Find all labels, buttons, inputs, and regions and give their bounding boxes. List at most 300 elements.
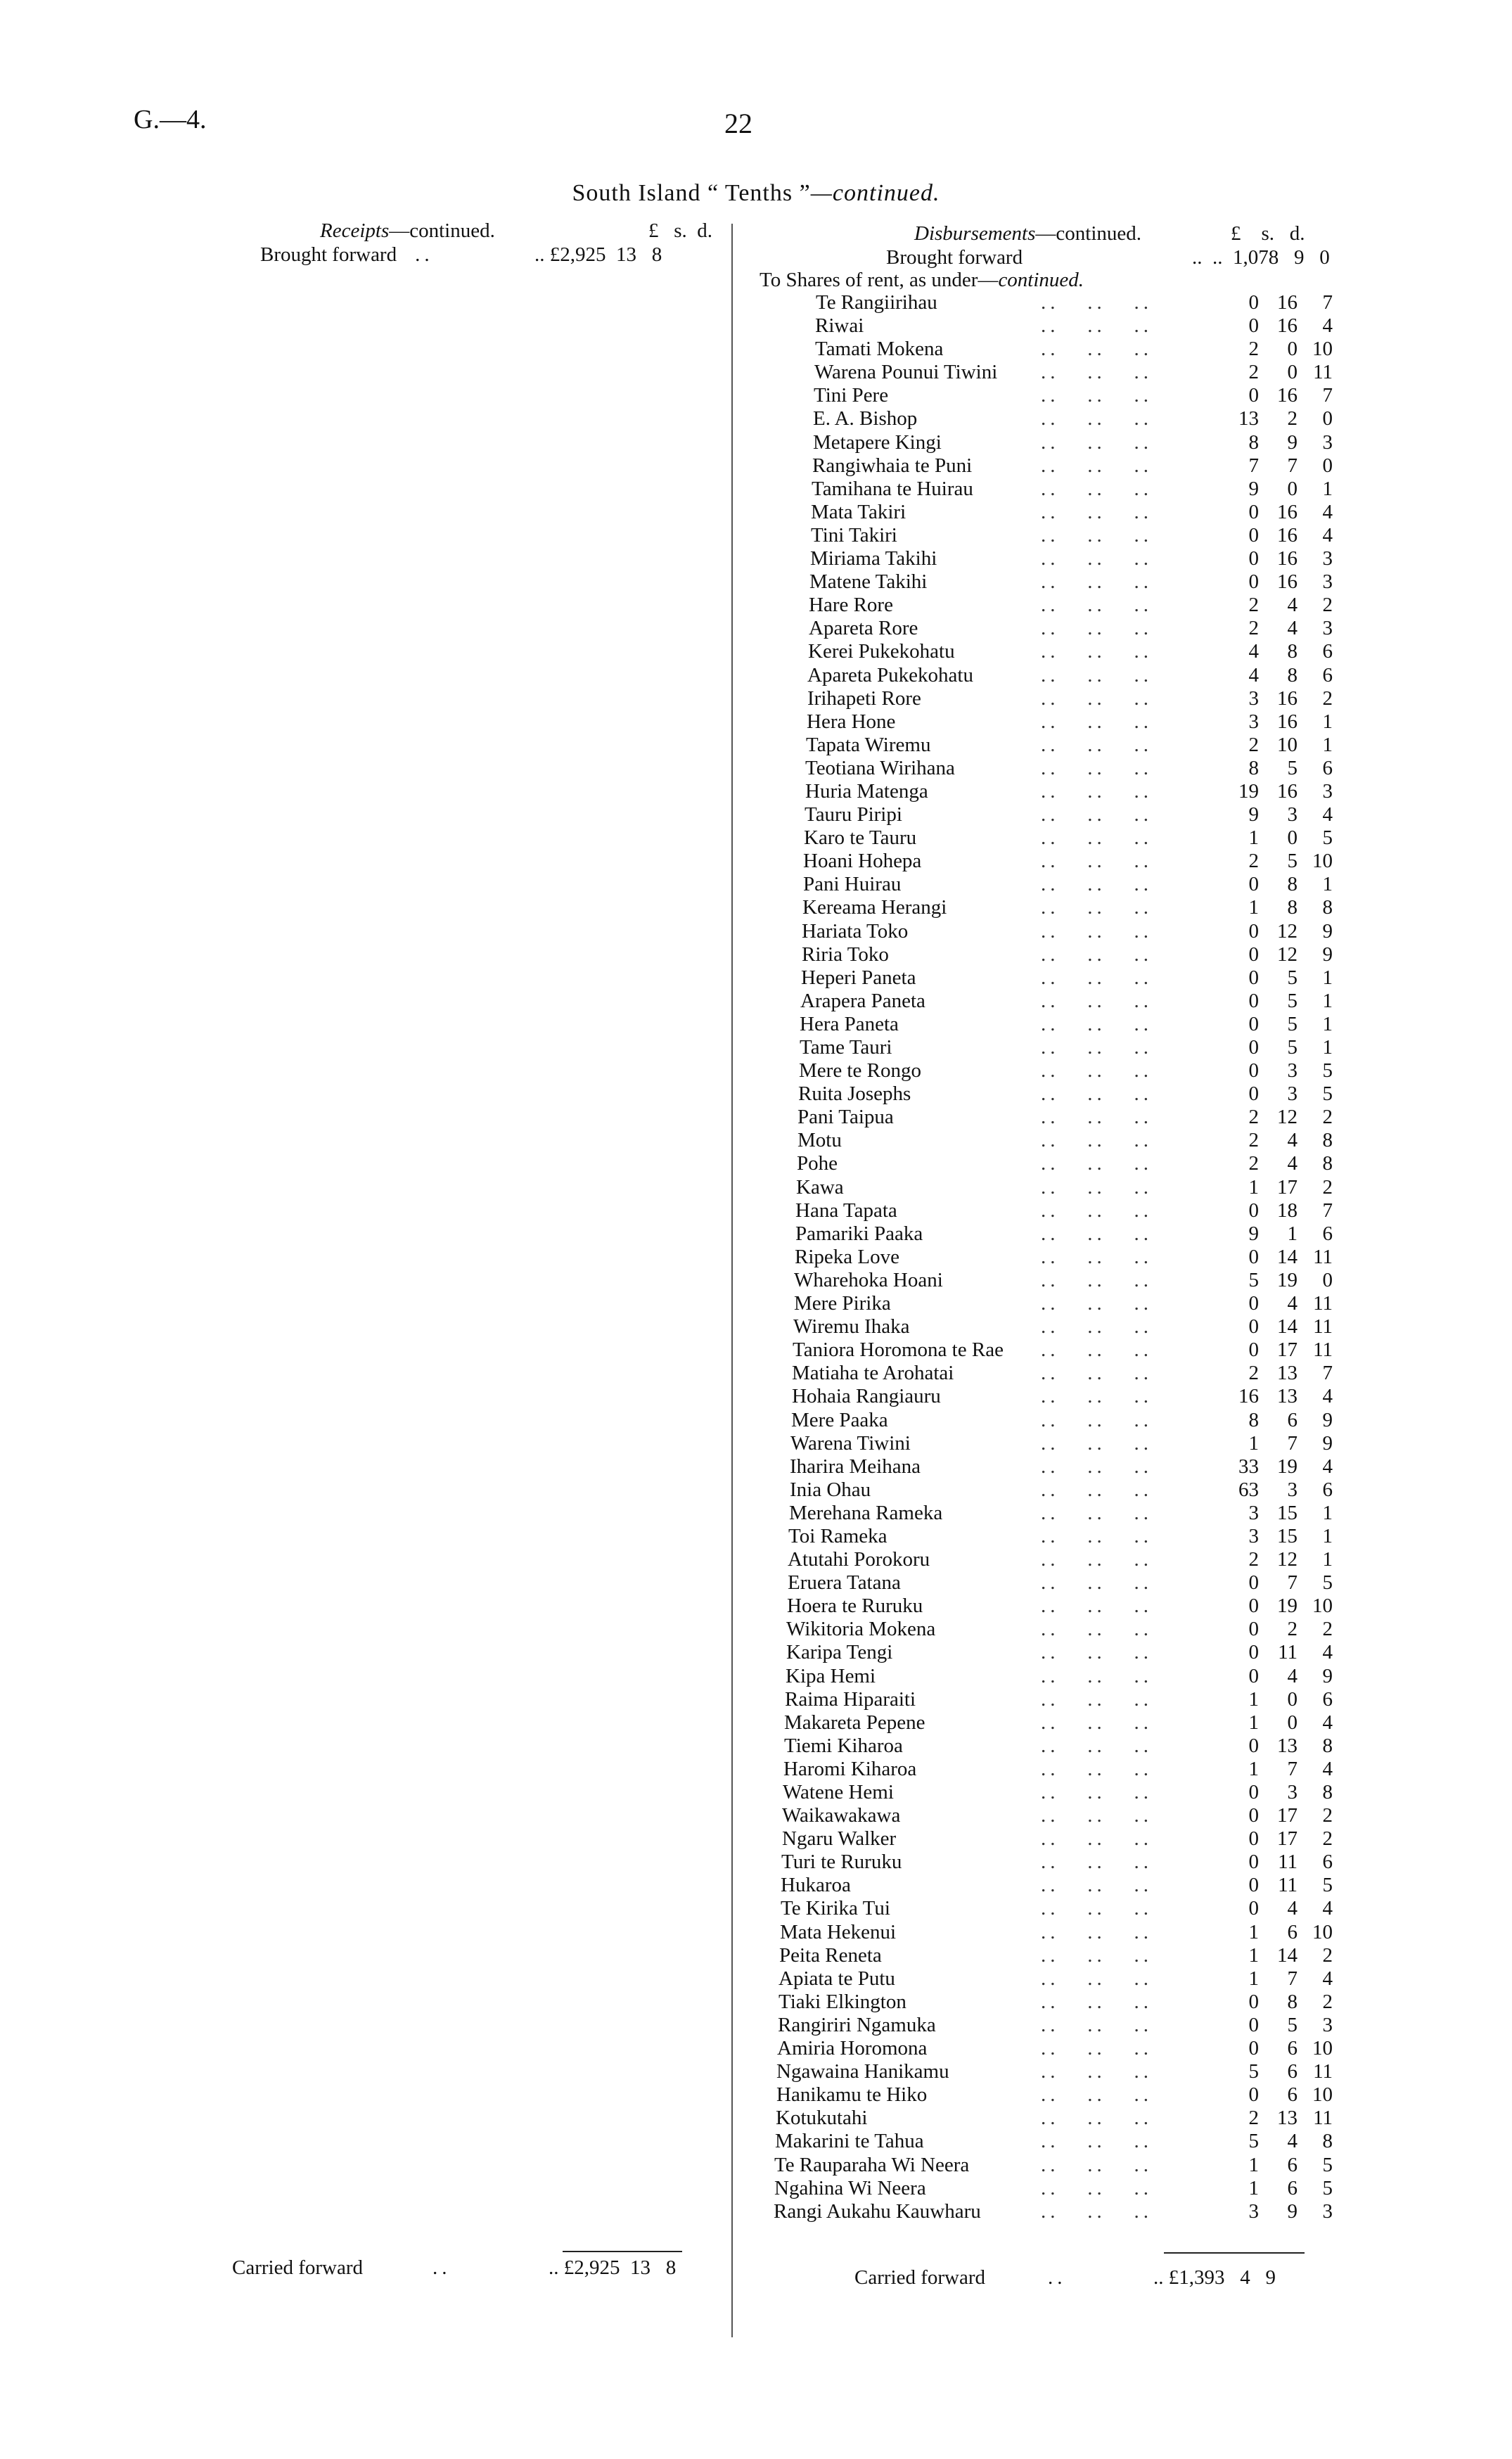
column-divider — [731, 224, 733, 2337]
table-row — [745, 1851, 1378, 1874]
amount-pounds: 1 — [1248, 1967, 1259, 1990]
table-row — [745, 1711, 1378, 1735]
amount-pounds: 13 — [1238, 407, 1259, 430]
table-row — [745, 1455, 1378, 1478]
amount-pounds: 0 — [1248, 1339, 1259, 1362]
amount-pence: 4 — [1322, 1711, 1333, 1734]
payee-name: Hera Hone — [807, 710, 896, 733]
table-row — [745, 850, 1378, 873]
amount-pence: 7 — [1322, 1362, 1333, 1385]
table-row — [745, 1292, 1378, 1315]
leader-dots: .. .. .. — [1041, 500, 1153, 523]
amount-pounds: 3 — [1248, 1524, 1259, 1547]
leader-dots: .. .. .. — [1041, 2130, 1153, 2153]
amount-pounds: 3 — [1248, 1501, 1259, 1524]
payee-name: Watene Hemi — [783, 1781, 894, 1803]
leader-dots: .. .. .. — [1041, 1106, 1153, 1129]
amount-pounds: 19 — [1238, 779, 1259, 803]
amount-pence: 4 — [1322, 1897, 1333, 1920]
amount-pence: 4 — [1322, 1641, 1333, 1664]
table-row — [745, 757, 1378, 780]
payee-name: Tiemi Kiharoa — [784, 1734, 903, 1757]
amount-pence: 9 — [1322, 1431, 1333, 1455]
payee-name: Miriama Takihi — [810, 547, 937, 570]
payee-name: Tini Takiri — [811, 523, 897, 547]
table-row — [745, 1222, 1378, 1246]
amount-pence: 6 — [1322, 1478, 1333, 1501]
table-row — [745, 291, 1378, 314]
amount-pounds: 8 — [1248, 1408, 1259, 1431]
payee-name: Tamihana te Huirau — [812, 477, 973, 500]
amount-pence: 5 — [1322, 1571, 1333, 1595]
amount-pence: 8 — [1322, 896, 1333, 919]
leader-dots: .. .. .. — [1041, 1152, 1153, 1175]
amount-pence: 1 — [1322, 1036, 1333, 1059]
amount-pence: 5 — [1322, 1059, 1333, 1082]
payee-name: Hare Rore — [809, 594, 893, 617]
amount-pounds: 5 — [1248, 1268, 1259, 1291]
leader-dots: .. .. .. — [1041, 1618, 1153, 1641]
receipts-carried-forward-amount: .. £2,925 13 8 — [549, 2256, 677, 2279]
payee-name: Pani Taipua — [797, 1106, 894, 1129]
amount-shillings: 11 — [1278, 1874, 1298, 1897]
amount-shillings: 4 — [1287, 1664, 1298, 1687]
payee-name: Warena Tiwini — [790, 1431, 911, 1455]
leader-dots: .. .. .. — [1041, 1641, 1153, 1664]
leader-dots: .. .. .. — [1041, 966, 1153, 989]
amount-pence: 3 — [1322, 617, 1333, 640]
amount-pounds: 0 — [1248, 1292, 1259, 1315]
leader-dots: .. .. .. — [1041, 850, 1153, 873]
amount-shillings: 0 — [1287, 338, 1298, 361]
payee-name: Karo te Tauru — [804, 826, 917, 850]
amount-pence: 3 — [1322, 2199, 1333, 2223]
amount-shillings: 6 — [1287, 2060, 1298, 2083]
amount-pounds: 5 — [1248, 2130, 1259, 2153]
payee-name: Hariata Toko — [802, 919, 909, 943]
amount-shillings: 15 — [1277, 1524, 1298, 1547]
leader-dots: .. .. .. — [1041, 873, 1153, 896]
amount-pence: 11 — [1313, 1245, 1333, 1268]
amount-pounds: 1 — [1248, 826, 1259, 850]
amount-shillings: 6 — [1287, 2083, 1298, 2107]
payee-name: Riwai — [815, 314, 864, 338]
leader-dots: .. .. .. — [1041, 547, 1153, 570]
amount-pounds: 0 — [1248, 873, 1259, 896]
table-row — [745, 338, 1378, 361]
table-row — [745, 873, 1378, 896]
leader-dots: .. .. .. — [1041, 1455, 1153, 1478]
payee-name: Kawa — [796, 1175, 844, 1199]
table-row — [745, 617, 1378, 640]
payee-name: Rangiwhaia te Puni — [812, 454, 973, 477]
amount-pence: 8 — [1322, 1152, 1333, 1175]
amount-shillings: 19 — [1277, 1455, 1298, 1478]
amount-shillings: 16 — [1277, 779, 1298, 803]
amount-shillings: 4 — [1287, 1152, 1298, 1175]
amount-pounds: 1 — [1248, 1757, 1259, 1780]
payee-name: Ngahina Wi Neera — [774, 2176, 926, 2199]
amount-pounds: 2 — [1248, 594, 1259, 617]
amount-pounds: 16 — [1238, 1385, 1259, 1408]
payee-name: Wharehoka Hoani — [794, 1268, 943, 1291]
amount-shillings: 7 — [1287, 1757, 1298, 1780]
amount-pounds: 0 — [1248, 2013, 1259, 2036]
amount-pounds: 3 — [1248, 710, 1259, 733]
table-row — [745, 1036, 1378, 1059]
table-row — [745, 734, 1378, 757]
payee-name: Makarini te Tahua — [775, 2130, 924, 2153]
amount-shillings: 16 — [1277, 686, 1298, 710]
leader-dots: .. .. .. — [1041, 1967, 1153, 1990]
amount-shillings: 6 — [1287, 2176, 1298, 2199]
payee-name: Te Kirika Tui — [781, 1897, 890, 1920]
title-main: South Island “ Tenths ” — [572, 180, 811, 206]
amount-pence: 3 — [1322, 547, 1333, 570]
leader-dots: .. .. .. — [1041, 2199, 1153, 2223]
amount-pounds: 0 — [1248, 314, 1259, 338]
leader-dots: .. .. .. — [1041, 663, 1153, 686]
amount-pence: 2 — [1322, 1804, 1333, 1827]
amount-shillings: 4 — [1287, 2130, 1298, 2153]
amount-pence: 4 — [1322, 1455, 1333, 1478]
payee-name: Rangi Aukahu Kauwharu — [774, 2199, 981, 2223]
amount-pence: 11 — [1313, 361, 1333, 384]
payee-name: Teotiana Wirihana — [805, 756, 955, 779]
table-row — [745, 664, 1378, 687]
table-row — [745, 1129, 1378, 1152]
amount-pounds: 0 — [1248, 291, 1259, 314]
table-row — [745, 1874, 1378, 1897]
leader-dots: .. .. .. — [1041, 756, 1153, 779]
table-row — [745, 1944, 1378, 1967]
leader-dots: .. .. .. — [1041, 1571, 1153, 1595]
disbursements-brought-forward-amount: .. .. 1,078 9 0 — [1192, 246, 1330, 269]
leader-dots: .. .. .. — [1041, 1827, 1153, 1851]
amount-pence: 10 — [1312, 1595, 1333, 1618]
payee-name: Amiria Horomona — [777, 2037, 928, 2060]
payee-name: Mere Paaka — [791, 1408, 888, 1431]
amount-pounds: 0 — [1248, 1664, 1259, 1687]
table-row — [745, 1735, 1378, 1758]
amount-pounds: 0 — [1248, 1012, 1259, 1035]
leader-dots: .. .. .. — [1041, 2176, 1153, 2199]
leader-dots: .. .. .. — [1041, 314, 1153, 338]
leader-dots: .. .. .. — [1041, 640, 1153, 663]
amount-pence: 10 — [1312, 2083, 1333, 2107]
amount-pence: 8 — [1322, 1781, 1333, 1803]
amount-pence: 4 — [1322, 314, 1333, 338]
leader-dots: .. .. .. — [1041, 407, 1153, 430]
leader-dots: .. .. .. — [1041, 1292, 1153, 1315]
amount-pounds: 9 — [1248, 477, 1259, 500]
table-row — [745, 1665, 1378, 1688]
leader-dots: .. .. .. — [1041, 2153, 1153, 2176]
leader-dots: .. .. .. — [1041, 1595, 1153, 1618]
amount-pence: 6 — [1322, 1222, 1333, 1245]
amount-shillings: 9 — [1287, 2199, 1298, 2223]
table-row — [745, 570, 1378, 594]
payee-name: Rangiriri Ngamuka — [778, 2013, 936, 2036]
leader-dots: .. .. .. — [1041, 686, 1153, 710]
leader-dots: .. .. .. — [1041, 1548, 1153, 1571]
amount-pence: 2 — [1322, 1827, 1333, 1851]
amount-pounds: 2 — [1248, 617, 1259, 640]
amount-pence: 1 — [1322, 477, 1333, 500]
receipts-carried-forward: Carried forward — [232, 2256, 363, 2279]
amount-shillings: 8 — [1287, 663, 1298, 686]
amount-pounds: 0 — [1248, 1641, 1259, 1664]
table-row — [745, 966, 1378, 990]
leader-dots: .. .. .. — [1041, 1804, 1153, 1827]
amount-pounds: 2 — [1248, 1548, 1259, 1571]
leader-dots: .. .. .. — [1041, 1524, 1153, 1547]
leader-dots: .. .. .. — [1041, 1175, 1153, 1199]
amount-pence: 4 — [1322, 523, 1333, 547]
amount-pounds: 0 — [1248, 1851, 1259, 1874]
amount-pence: 6 — [1322, 663, 1333, 686]
amount-shillings: 13 — [1277, 1385, 1298, 1408]
amount-shillings: 15 — [1277, 1501, 1298, 1524]
amount-shillings: 7 — [1287, 1967, 1298, 1990]
payee-name: Tamati Mokena — [815, 338, 944, 361]
leader-dots: .. .. .. — [1041, 779, 1153, 803]
amount-pence: 7 — [1322, 291, 1333, 314]
leader-dots: .. .. .. — [1041, 570, 1153, 594]
payee-name: Tapata Wiremu — [806, 733, 931, 756]
table-row — [745, 2130, 1378, 2153]
table-row — [745, 1059, 1378, 1082]
leader-dots: .. .. .. — [1041, 1362, 1153, 1385]
table-row — [745, 1781, 1378, 1804]
payee-name: Warena Pounui Tiwini — [814, 361, 998, 384]
leader-dots: .. .. .. — [1041, 943, 1153, 966]
amount-pounds: 9 — [1248, 803, 1259, 826]
table-row — [745, 2037, 1378, 2060]
amount-shillings: 17 — [1277, 1804, 1298, 1827]
payee-name: Irihapeti Rore — [807, 686, 921, 710]
amount-pence: 2 — [1322, 1943, 1333, 1967]
table-row — [745, 640, 1378, 663]
amount-pence: 5 — [1322, 826, 1333, 850]
amount-pence: 10 — [1312, 850, 1333, 873]
amount-pence: 1 — [1322, 1012, 1333, 1035]
amount-pounds: 0 — [1248, 1804, 1259, 1827]
amount-pence: 7 — [1322, 384, 1333, 407]
leader-dots: .. .. .. — [1041, 430, 1153, 454]
leader-dots: .. .. .. — [1041, 1199, 1153, 1222]
amount-pence: 2 — [1322, 594, 1333, 617]
payee-name: Peita Reneta — [779, 1943, 882, 1967]
amount-shillings: 14 — [1277, 1943, 1298, 1967]
amount-shillings: 16 — [1277, 710, 1298, 733]
amount-shillings: 16 — [1277, 384, 1298, 407]
leader-dots: .. .. .. — [1041, 454, 1153, 477]
payee-name: Tame Tauri — [800, 1036, 892, 1059]
amount-shillings: 2 — [1287, 1618, 1298, 1641]
amount-shillings: 16 — [1277, 500, 1298, 523]
amount-shillings: 6 — [1287, 2037, 1298, 2060]
leader-dots: .. .. .. — [1041, 477, 1153, 500]
amount-pounds: 8 — [1248, 430, 1259, 454]
payee-name: Matene Takihi — [809, 570, 928, 594]
amount-pounds: 0 — [1248, 1245, 1259, 1268]
leader-dots: .. .. .. — [1041, 1431, 1153, 1455]
leader-dots: .. .. .. — [1041, 2083, 1153, 2107]
amount-shillings: 0 — [1287, 1711, 1298, 1734]
table-row — [745, 1478, 1378, 1502]
amount-pounds: 4 — [1248, 663, 1259, 686]
amount-shillings: 9 — [1287, 430, 1298, 454]
amount-pence: 5 — [1322, 2153, 1333, 2176]
disbursements-brought-forward: Brought forward — [886, 246, 1023, 269]
amount-pounds: 33 — [1238, 1455, 1259, 1478]
amount-pounds: 2 — [1248, 850, 1259, 873]
amount-shillings: 4 — [1287, 1129, 1298, 1152]
amount-pence: 2 — [1322, 686, 1333, 710]
table-row — [745, 1571, 1378, 1595]
table-row — [745, 2014, 1378, 2037]
amount-pence: 5 — [1322, 2176, 1333, 2199]
payee-name: Tiaki Elkington — [779, 1990, 906, 2013]
table-row — [745, 1432, 1378, 1455]
amount-shillings: 3 — [1287, 1781, 1298, 1803]
table-row — [745, 1595, 1378, 1618]
amount-pence: 1 — [1322, 1548, 1333, 1571]
amount-shillings: 16 — [1277, 570, 1298, 594]
payee-name: Mere Pirika — [794, 1292, 891, 1315]
payee-name: Kotukutahi — [776, 2107, 868, 2130]
amount-shillings: 4 — [1287, 1897, 1298, 1920]
amount-pence: 1 — [1322, 1501, 1333, 1524]
amount-pence: 3 — [1322, 779, 1333, 803]
amount-pounds: 2 — [1248, 338, 1259, 361]
receipts-heading: Receipts—continued. — [320, 219, 495, 242]
table-row — [745, 1804, 1378, 1827]
table-row — [745, 1618, 1378, 1641]
amount-pence: 8 — [1322, 1129, 1333, 1152]
amount-shillings: 16 — [1277, 314, 1298, 338]
table-row — [745, 407, 1378, 430]
disbursements-total-rule — [1164, 2252, 1305, 2254]
table-row — [745, 1385, 1378, 1408]
amount-shillings: 4 — [1287, 1292, 1298, 1315]
amount-pence: 8 — [1322, 2130, 1333, 2153]
payee-name: Hoani Hohepa — [803, 850, 922, 873]
amount-pounds: 0 — [1248, 1874, 1259, 1897]
amount-shillings: 4 — [1287, 617, 1298, 640]
amount-shillings: 7 — [1287, 454, 1298, 477]
amount-shillings: 3 — [1287, 1082, 1298, 1106]
table-row — [745, 1409, 1378, 1432]
leader-dots: .. .. .. — [1041, 1339, 1153, 1362]
table-row — [745, 1152, 1378, 1175]
amount-shillings: 5 — [1287, 850, 1298, 873]
amount-pence: 3 — [1322, 430, 1333, 454]
receipts-carried-forward-dots: .. — [433, 2256, 451, 2279]
table-row — [745, 687, 1378, 710]
amount-shillings: 16 — [1277, 547, 1298, 570]
payee-name: Apiata te Putu — [779, 1967, 895, 1990]
leader-dots: .. .. .. — [1041, 594, 1153, 617]
payee-name: Iharira Meihana — [790, 1455, 921, 1478]
amount-pounds: 8 — [1248, 756, 1259, 779]
amount-pounds: 63 — [1238, 1478, 1259, 1501]
table-row — [745, 361, 1378, 384]
amount-pounds: 7 — [1248, 454, 1259, 477]
amount-shillings: 19 — [1277, 1268, 1298, 1291]
amount-pounds: 0 — [1248, 1897, 1259, 1920]
leader-dots: .. .. .. — [1041, 733, 1153, 756]
table-row — [745, 1827, 1378, 1851]
amount-pounds: 0 — [1248, 989, 1259, 1012]
leader-dots: .. .. .. — [1041, 896, 1153, 919]
leader-dots: .. .. .. — [1041, 1268, 1153, 1291]
amount-pounds: 0 — [1248, 1036, 1259, 1059]
amount-pence: 3 — [1322, 2013, 1333, 2036]
amount-shillings: 5 — [1287, 966, 1298, 989]
amount-pence: 2 — [1322, 1175, 1333, 1199]
table-row — [745, 314, 1378, 338]
amount-pence: 0 — [1322, 407, 1333, 430]
amount-pounds: 1 — [1248, 896, 1259, 919]
table-row — [745, 1548, 1378, 1571]
amount-pounds: 0 — [1248, 2037, 1259, 2060]
amount-pence: 4 — [1322, 1757, 1333, 1780]
amount-pounds: 1 — [1248, 1943, 1259, 1967]
amount-shillings: 12 — [1277, 943, 1298, 966]
amount-shillings: 14 — [1277, 1315, 1298, 1339]
table-row — [745, 478, 1378, 501]
table-row — [745, 1641, 1378, 1664]
amount-pounds: 0 — [1248, 1595, 1259, 1618]
leader-dots: .. .. .. — [1041, 1501, 1153, 1524]
table-row — [745, 1199, 1378, 1222]
amount-pounds: 2 — [1248, 1362, 1259, 1385]
amount-shillings: 17 — [1277, 1827, 1298, 1851]
table-row — [745, 1315, 1378, 1339]
table-row — [745, 431, 1378, 454]
amount-pounds: 0 — [1248, 570, 1259, 594]
amount-pounds: 2 — [1248, 1129, 1259, 1152]
leader-dots: .. .. .. — [1041, 1757, 1153, 1780]
amount-pounds: 1 — [1248, 2153, 1259, 2176]
payee-name: Pamariki Paaka — [795, 1222, 923, 1245]
payee-name: Motu — [797, 1129, 842, 1152]
leader-dots: .. .. .. — [1041, 2037, 1153, 2060]
payee-name: Mata Takiri — [811, 500, 906, 523]
table-row — [745, 780, 1378, 803]
amount-pence: 11 — [1313, 1292, 1333, 1315]
amount-pounds: 0 — [1248, 1199, 1259, 1222]
table-row — [745, 501, 1378, 524]
amount-pounds: 0 — [1248, 2083, 1259, 2107]
amount-shillings: 13 — [1277, 2107, 1298, 2130]
amount-pounds: 2 — [1248, 1152, 1259, 1175]
table-row — [745, 547, 1378, 570]
amount-pence: 4 — [1322, 1385, 1333, 1408]
amount-pounds: 1 — [1248, 1687, 1259, 1711]
amount-pence: 2 — [1322, 1106, 1333, 1129]
amount-pounds: 0 — [1248, 1734, 1259, 1757]
amount-pence: 2 — [1322, 1990, 1333, 2013]
table-row — [745, 710, 1378, 734]
receipts-total-rule — [563, 2251, 682, 2252]
table-row — [745, 1921, 1378, 1944]
amount-pounds: 2 — [1248, 1106, 1259, 1129]
leader-dots: .. .. .. — [1041, 1781, 1153, 1803]
table-row — [745, 1758, 1378, 1781]
